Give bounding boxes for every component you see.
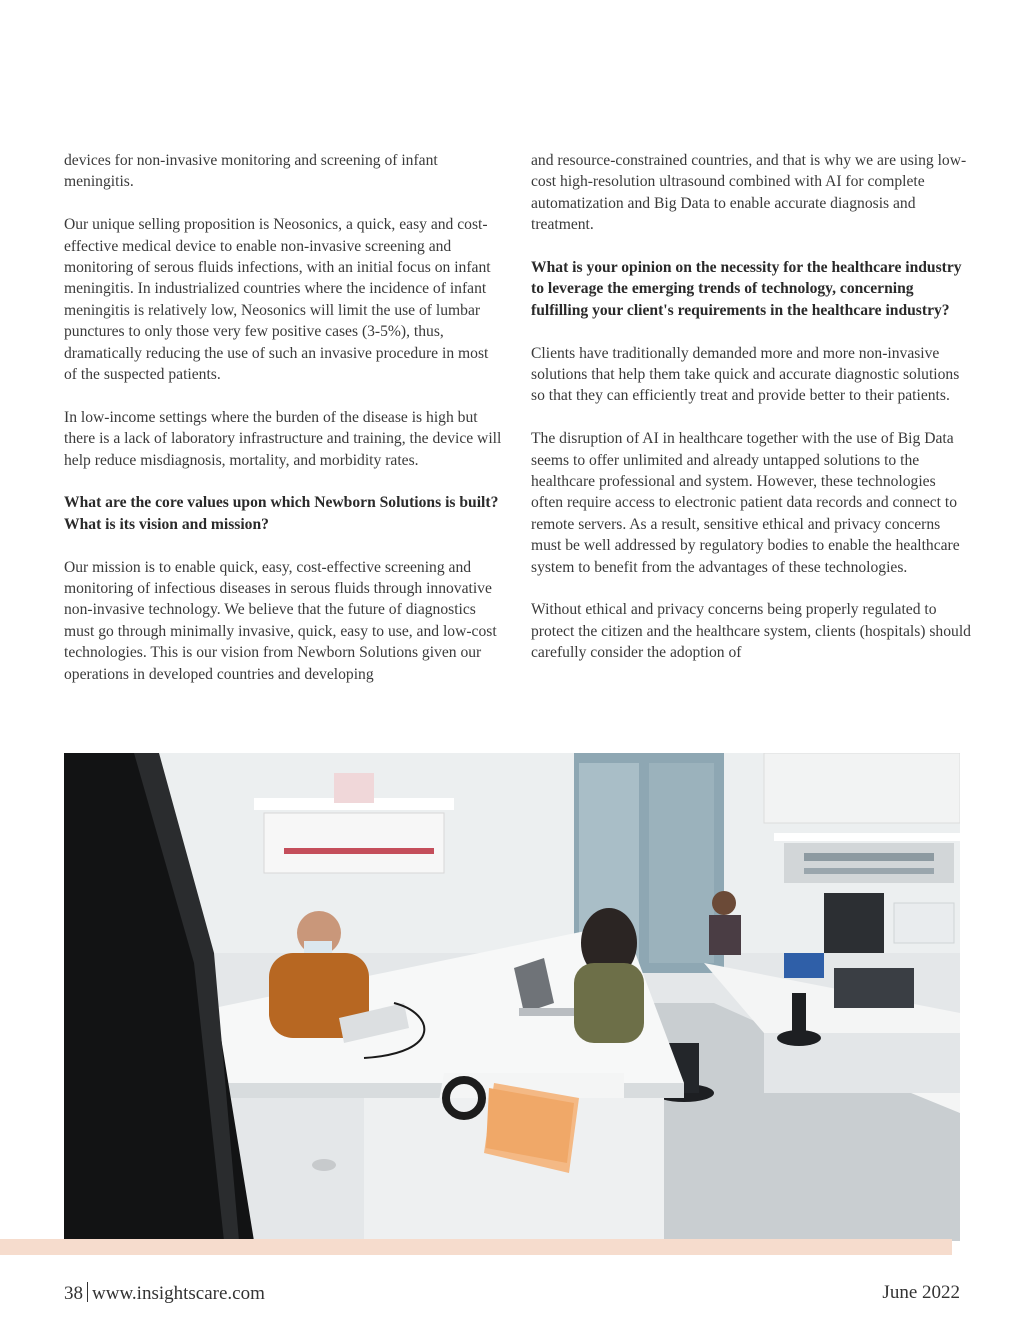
paragraph: In low-income settings where the burden of the disease is high but there is a lack of laboratory infrastructure and training, the device will help reduce misdiagnosis, mortality, and morbidity rates.: [64, 408, 502, 469]
paragraph: The disruption of AI in healthcare together with the use of Big Data seems to offer unlimited and already untapped solutions to the healthcare professional and system. However, these technologies often require access to electronic patient data records and connect to remote servers. As a result, sensitive ethical and privacy concerns must be well addressed by regulatory bodies to enable the healthcare system to benefit from the advantages of these technologies.: [531, 430, 960, 576]
issue-date: June 2022: [882, 1282, 960, 1303]
interview-question: What are the core values upon which Newborn Solutions is built? What is its vision and mission?: [64, 494, 499, 533]
paragraph: devices for non-invasive monitoring and screening of infant meningitis.: [64, 152, 438, 191]
website-link[interactable]: www.insightscare.com: [92, 1283, 265, 1304]
interview-question: What is your opinion on the necessity for the healthcare industry to leverage the emerging trends of technology, concerning fulfilling your client's requirements in the healthcare industry?: [531, 259, 962, 319]
paragraph: Clients have traditionally demanded more and more non-invasive solutions that help them take quick and accurate diagnostic solutions so that they can efficiently treat and provide better to their patients.: [531, 344, 960, 405]
footer-divider: [87, 1282, 88, 1302]
accent-band: [0, 1239, 952, 1255]
paragraph: and resource-constrained countries, and that is why we are using low-cost high-resolution ultrasound combined with AI for complete automatization and Big Data to enable accurate diagnosis and treatment.: [531, 152, 967, 234]
laboratory-photo: [64, 753, 960, 1241]
paragraph: Without ethical and privacy concerns being properly regulated to protect the citizen and the healthcare system, clients (hospitals) should carefully consider the adoption of: [531, 601, 971, 662]
left-text-column: [64, 150, 504, 706]
right-text-column: [531, 150, 971, 685]
paragraph: Our mission is to enable quick, easy, cost-effective screening and monitoring of infectious diseases in serous fluids through innovative non-invasive technology. We believe that the future of diagnostics must go through minimally invasive, quick, easy to use, and low-cost technologies. This is our vision from Newborn Solutions given our operations in developed countries and developing: [64, 558, 497, 683]
page-number: 38: [64, 1283, 83, 1304]
paragraph: Our unique selling proposition is Neosonics, a quick, easy and cost-effective medical device to enable non-invasive screening and monitoring of serous fluids infections, with an initial focus on infant meningitis. In industrialized countries where the incidence of infant meningitis is relatively low, Neosonics will limit the use of lumbar punctures to only those very few positive cases (3-5%), thus, dramatically reducing the use of such an invasive procedure in most of the suspected patients.: [64, 216, 491, 384]
footer-page-info: [64, 1282, 265, 1305]
